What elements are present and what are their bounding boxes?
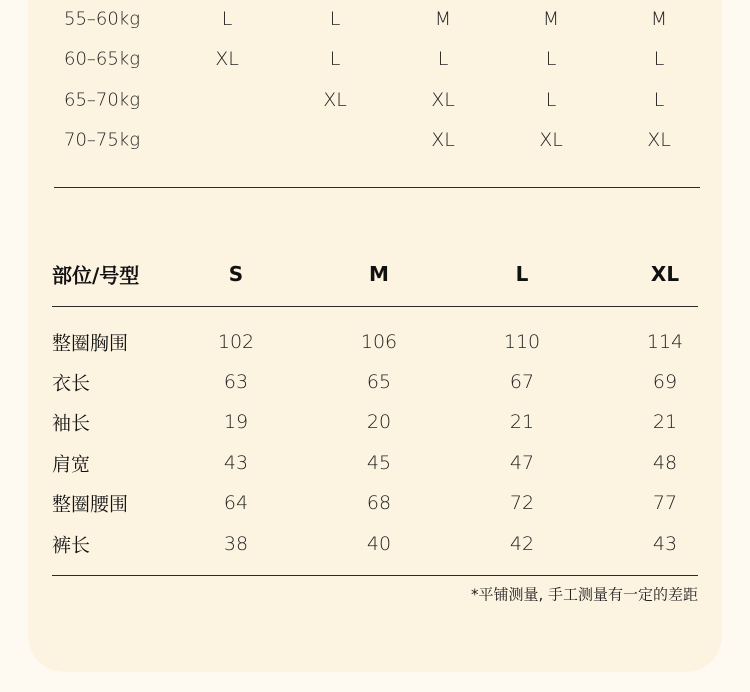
weight-row-label: 70–75kg xyxy=(64,129,141,151)
weight-size-cell: L xyxy=(545,89,557,111)
weight-row-label: 60–65kg xyxy=(64,48,141,70)
measurement-value: 43 xyxy=(223,452,249,474)
measurement-value: 77 xyxy=(652,492,678,514)
measurement-value: 43 xyxy=(652,533,678,555)
measurement-value: 42 xyxy=(509,533,535,555)
weight-row-label: 65–70kg xyxy=(64,89,141,111)
weight-row-label: 55–60kg xyxy=(64,8,141,30)
divider-footer xyxy=(52,575,698,576)
measurement-label: 袖长 xyxy=(52,412,91,435)
header-label: 部位/号型 xyxy=(52,263,140,288)
measurement-value: 48 xyxy=(652,452,678,474)
measurement-value: 69 xyxy=(652,371,678,393)
measurement-note: *平铺测量, 手工测量有一定的差距 xyxy=(470,585,698,604)
measurement-value: 102 xyxy=(217,331,255,353)
measurement-value: 67 xyxy=(509,371,535,393)
weight-size-cell: M xyxy=(650,8,668,30)
measurement-value: 38 xyxy=(223,533,249,555)
size-header: XL xyxy=(650,262,680,286)
measurement-label: 肩宽 xyxy=(52,453,91,476)
weight-size-cell: XL xyxy=(539,129,563,151)
divider-header xyxy=(52,306,698,307)
measurement-value: 47 xyxy=(509,452,535,474)
weight-size-cell: M xyxy=(434,8,452,30)
measurement-value: 68 xyxy=(366,492,392,514)
weight-size-cell: L xyxy=(653,89,665,111)
measurement-label: 整圈腰围 xyxy=(52,493,129,516)
weight-size-cell: XL xyxy=(215,48,239,70)
measurement-value: 21 xyxy=(509,411,535,433)
measurement-label: 衣长 xyxy=(52,372,91,395)
weight-size-cell: XL xyxy=(431,129,455,151)
weight-size-cell: M xyxy=(542,8,560,30)
measurement-value: 19 xyxy=(223,411,249,433)
weight-size-cell: L xyxy=(329,48,341,70)
weight-size-cell: XL xyxy=(431,89,455,111)
measurement-value: 65 xyxy=(366,371,392,393)
measurement-value: 106 xyxy=(360,331,398,353)
measurement-value: 40 xyxy=(366,533,392,555)
measurement-label: 裤长 xyxy=(52,534,91,557)
weight-size-cell: L xyxy=(545,48,557,70)
measurement-label: 整圈胸围 xyxy=(52,332,129,355)
measurement-value: 21 xyxy=(652,411,678,433)
measurement-value: 20 xyxy=(366,411,392,433)
weight-size-cell: L xyxy=(329,8,341,30)
weight-size-cell: XL xyxy=(647,129,671,151)
measurement-value: 114 xyxy=(646,331,684,353)
size-header: L xyxy=(515,262,529,286)
weight-size-cell: L xyxy=(437,48,449,70)
weight-size-cell: L xyxy=(653,48,665,70)
weight-size-cell: L xyxy=(221,8,233,30)
size-header: M xyxy=(369,262,389,286)
measurement-value: 45 xyxy=(366,452,392,474)
size-header: S xyxy=(228,262,244,286)
measurement-value: 72 xyxy=(509,492,535,514)
measurement-value: 110 xyxy=(503,331,541,353)
weight-size-cell: XL xyxy=(323,89,347,111)
measurement-value: 64 xyxy=(223,492,249,514)
divider-weight-table xyxy=(54,187,700,188)
measurement-value: 63 xyxy=(223,371,249,393)
